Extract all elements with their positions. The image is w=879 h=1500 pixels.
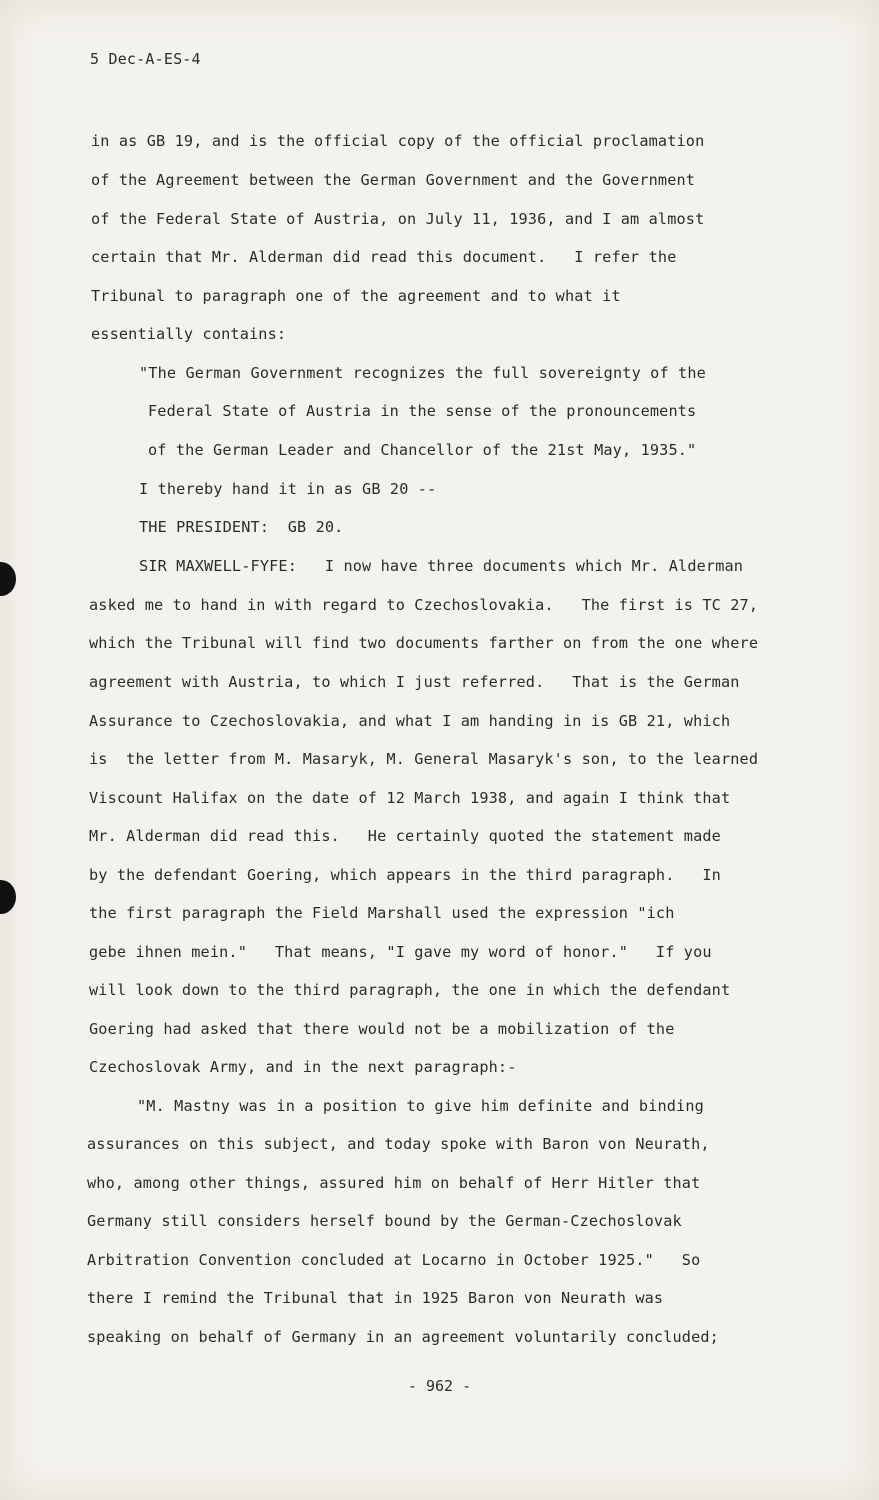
text-line: certain that Mr. Alderman did read this document. I refer the [91, 248, 677, 266]
text-line: of the Federal State of Austria, on July 11, 1936, and I am almost [91, 210, 705, 228]
text-line: who, among other things, assured him on behalf of Herr Hitler that [87, 1174, 701, 1192]
text-line: gebe ihnen mein." That means, "I gave my word of honor." If you [89, 943, 712, 961]
text-line: Arbitration Convention concluded at Locarno in October 1925." So [87, 1251, 701, 1269]
quote-line: "M. Mastny was in a position to give him definite and binding [137, 1097, 704, 1115]
text-line: agreement with Austria, to which I just referred. That is the German [89, 673, 740, 691]
text-line: Mr. Alderman did read this. He certainly quoted the statement made [89, 827, 721, 845]
text-line: Viscount Halifax on the date of 12 March 1938, and again I think that [89, 789, 731, 807]
text-line: Tribunal to paragraph one of the agreement and to what it [91, 287, 621, 305]
punch-hole-top [0, 562, 16, 596]
speaker-line: SIR MAXWELL-FYFE: I now have three documents which Mr. Alderman [139, 557, 744, 575]
text-line: asked me to hand in with regard to Czechoslovakia. The first is TC 27, [89, 596, 759, 614]
punch-hole-bottom [0, 880, 16, 914]
text-line: which the Tribunal will find two documents farther on from the one where [89, 634, 759, 652]
text-line: by the defendant Goering, which appears in the third paragraph. In [89, 866, 721, 884]
text-line: I thereby hand it in as GB 20 -- [139, 480, 437, 498]
text-line: speaking on behalf of Germany in an agreement voluntarily concluded; [87, 1328, 719, 1346]
text-line: will look down to the third paragraph, the one in which the defendant [89, 981, 731, 999]
text-line: Assurance to Czechoslovakia, and what I am handing in is GB 21, which [89, 712, 731, 730]
text-line: there I remind the Tribunal that in 1925 Baron von Neurath was [87, 1289, 664, 1307]
quote-line: of the German Leader and Chancellor of the 21st May, 1935." [148, 441, 697, 459]
text-line: Germany still considers herself bound by the German-Czechoslovak [87, 1212, 682, 1230]
text-line: Goering had asked that there would not be a mobilization of the [89, 1020, 675, 1038]
document-reference: 5 Dec-A-ES-4 [90, 50, 201, 68]
text-line: Czechoslovak Army, and in the next paragraph:- [89, 1058, 517, 1076]
text-line: assurances on this subject, and today spoke with Baron von Neurath, [87, 1135, 710, 1153]
page-number: - 962 - [407, 1377, 472, 1395]
speaker-line: THE PRESIDENT: GB 20. [139, 518, 344, 536]
text-line: is the letter from M. Masaryk, M. General Masaryk's son, to the learned [89, 750, 759, 768]
quote-line: "The German Government recognizes the full sovereignty of the [139, 364, 706, 382]
text-line: of the Agreement between the German Government and the Government [91, 171, 696, 189]
quote-line: Federal State of Austria in the sense of the pronouncements [148, 402, 697, 420]
text-line: essentially contains: [91, 325, 287, 343]
text-line: the first paragraph the Field Marshall used the expression "ich [89, 904, 675, 922]
text-line: in as GB 19, and is the official copy of the official proclamation [91, 132, 705, 150]
